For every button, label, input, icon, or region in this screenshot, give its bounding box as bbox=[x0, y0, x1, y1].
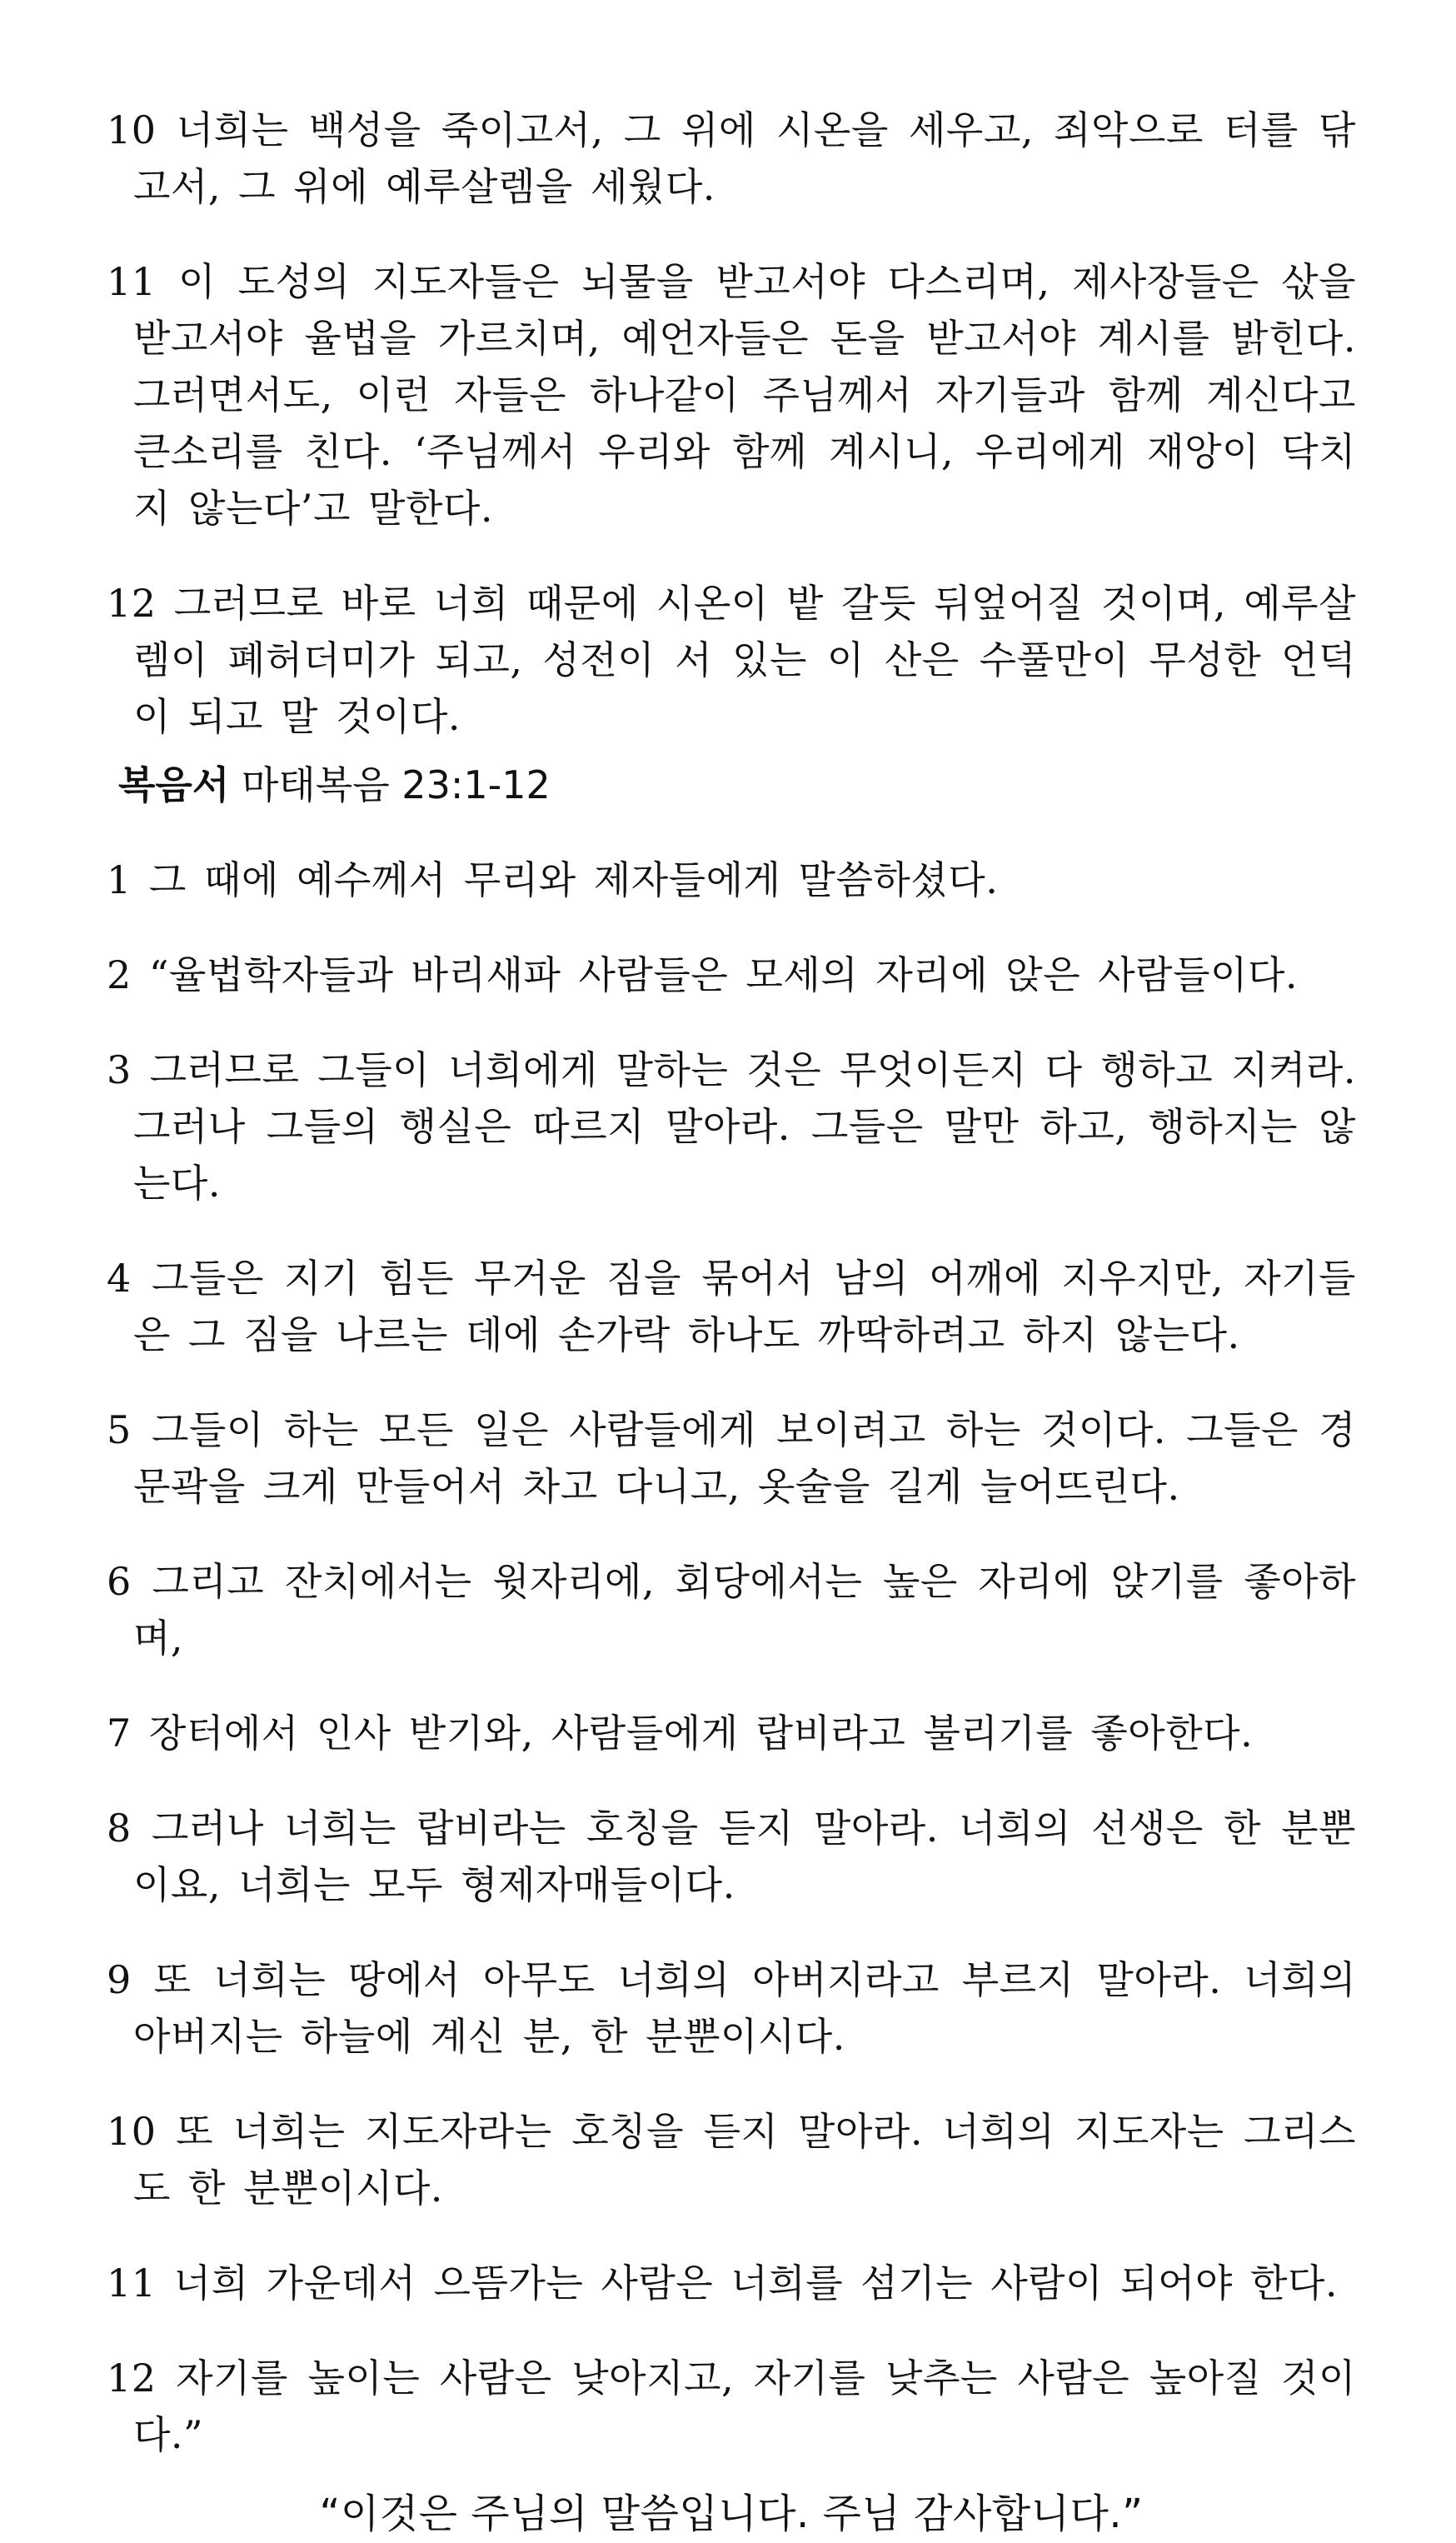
verse-text: 또 너희는 지도자라는 호칭을 듣지 말아라. 너희의 지도자는 그리스도 한 분뿐이시다. bbox=[133, 2109, 1356, 2211]
verse-text: 그 때에 예수께서 무리와 제자들에게 말씀하셨다. bbox=[148, 857, 999, 902]
verse-number: 7 bbox=[107, 1711, 132, 1756]
gospel-heading-label: 복음서 bbox=[118, 762, 230, 807]
verse-text: 그러나 너희는 랍비라는 호칭을 듣지 말아라. 너희의 선생은 한 분뿐이요, 너희는 모두 형제자매들이다. bbox=[133, 1806, 1356, 1907]
verse-number: 9 bbox=[107, 1957, 132, 2002]
verse-text: 그들은 지기 힘든 무거운 짐을 묶어서 남의 어깨에 지우지만, 자기들은 그 짐을 나르는 데에 손가락 하나도 까딱하려고 하지 않는다. bbox=[133, 1256, 1356, 1357]
verse bbox=[107, 253, 1356, 537]
verse bbox=[107, 1401, 1356, 1515]
verse-text: 너희는 백성을 죽이고서, 그 위에 시온을 세우고, 죄악으로 터를 닦고서, 그 위에 예루살렘을 세웠다. bbox=[133, 107, 1356, 209]
verse-number: 11 bbox=[107, 259, 157, 304]
verse-number: 10 bbox=[107, 2109, 157, 2154]
verse-text: “율법학자들과 바리새파 사람들은 모세의 자리에 앉은 사람들이다. bbox=[148, 952, 1299, 997]
verse-number: 4 bbox=[107, 1256, 132, 1301]
verse-number: 2 bbox=[107, 952, 132, 997]
closing-acclamation: “이것은 주님의 말씀입니다. 주님 감사합니다.” bbox=[319, 2491, 1144, 2537]
verse-text: 그들이 하는 모든 일은 사람들에게 보이려고 하는 것이다. 그들은 경문곽을 크게 만들어서 차고 다니고, 옷술을 길게 늘어뜨린다. bbox=[133, 1407, 1356, 1509]
verse-number: 1 bbox=[107, 857, 132, 902]
verse bbox=[107, 1705, 1356, 1761]
verse-text: 너희 가운데서 으뜸가는 사람은 너희를 섬기는 사람이 되어야 한다. bbox=[173, 2261, 1339, 2306]
verse-number: 8 bbox=[107, 1806, 132, 1851]
verse-number: 11 bbox=[107, 2261, 157, 2306]
gospel-heading-reference: 마태복음 23:1-12 bbox=[241, 762, 551, 807]
verse-text: 그러므로 바로 너희 때문에 시온이 밭 갈듯 뒤엎어질 것이며, 예루살렘이 폐허더미가 되고, 성전이 서 있는 이 산은 수풀만이 무성한 언덕이 되고 말 것이다. bbox=[133, 581, 1357, 739]
verse bbox=[107, 2255, 1356, 2311]
verse bbox=[107, 1800, 1356, 1913]
verse-text: 또 너희는 땅에서 아무도 너희의 아버지라고 부르지 말아라. 너희의 아버지는 하늘에 계신 분, 한 분뿐이시다. bbox=[133, 1957, 1356, 2059]
verse bbox=[107, 1951, 1356, 2065]
verse bbox=[107, 575, 1356, 745]
gospel-verses bbox=[107, 852, 1356, 2463]
verse-text: 이 도성의 지도자들은 뇌물을 받고서야 다스리며, 제사장들은 삯을 받고서야 율법을 가르치며, 예언자들은 돈을 받고서야 계시를 밝힌다. 그러면서도, 이런 자들은 하나같이 주님께서 자기들과 함께 계신다고 큰소리를 친다. ‘주님께서 우리와 함께 계시니, 우리에게 재앙이 닥치지 않는다’고 말한다. bbox=[133, 259, 1357, 531]
verse-number: 10 bbox=[107, 107, 157, 152]
reading-continuation bbox=[107, 102, 1356, 745]
verse-number: 12 bbox=[107, 581, 157, 626]
verse bbox=[107, 1250, 1356, 1363]
gospel-heading bbox=[118, 757, 1356, 813]
verse bbox=[107, 1042, 1356, 1212]
verse-number: 5 bbox=[107, 1407, 132, 1452]
document-page bbox=[107, 102, 1356, 2543]
verse bbox=[107, 947, 1356, 1003]
verse-text: 자기를 높이는 사람은 낮아지고, 자기를 낮추는 사람은 높아질 것이다.” bbox=[133, 2356, 1356, 2457]
verse-text: 그러므로 그들이 너희에게 말하는 것은 무엇이든지 다 행하고 지켜라. 그러나 그들의 행실은 따르지 말아라. 그들은 말만 하고, 행하지는 않는다. bbox=[133, 1047, 1357, 1206]
verse bbox=[107, 102, 1356, 215]
verse-number: 12 bbox=[107, 2356, 157, 2401]
verse-text: 장터에서 인사 받기와, 사람들에게 랍비라고 불리기를 좋아한다. bbox=[148, 1711, 1254, 1756]
verse bbox=[107, 1553, 1356, 1666]
verse-text: 그리고 잔치에서는 윗자리에, 회당에서는 높은 자리에 앉기를 좋아하며, bbox=[133, 1559, 1357, 1661]
verse-number: 6 bbox=[107, 1559, 132, 1604]
verse bbox=[107, 2350, 1356, 2463]
verse-number: 3 bbox=[107, 1047, 132, 1092]
verse bbox=[107, 852, 1356, 908]
verse bbox=[107, 2103, 1356, 2216]
